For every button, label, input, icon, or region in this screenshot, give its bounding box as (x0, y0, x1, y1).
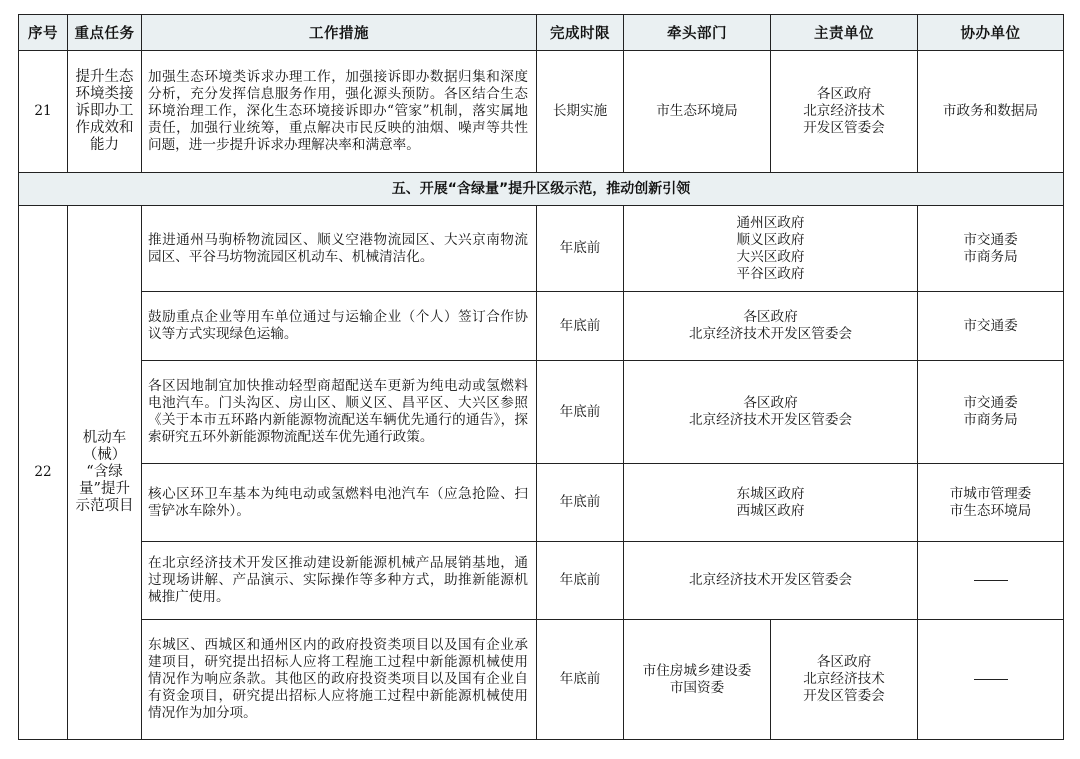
unit-line: 北京经济技术开发区管委会 (688, 326, 853, 342)
responsible-line: 开发区管委会 (803, 688, 885, 704)
row22-task-line: 示范项目 (75, 498, 134, 514)
policy-table-container (18, 14, 1063, 740)
assist-line: 市商务局 (963, 248, 1018, 265)
responsible-line: 北京经济技术 (803, 671, 885, 687)
row21-responsible (771, 51, 918, 173)
row22-item1-units (624, 206, 918, 292)
header-row (19, 15, 1064, 51)
assist-line: 市城市管理委 (949, 485, 1032, 502)
table-row-22-item-4 (19, 464, 1064, 542)
table-row-22-item-3 (19, 361, 1064, 464)
row22-item5-deadline: 年底前 (537, 542, 624, 620)
lead-line: 市住房城乡建设委 (642, 662, 752, 679)
assist-line: 市交通委 (963, 231, 1018, 248)
header-responsible: 主责单位 (771, 15, 918, 51)
unit-line: 通州区政府 (736, 214, 805, 231)
row21-responsible-line: 各区政府 (816, 86, 872, 102)
table-row-22-item-6 (19, 620, 1064, 740)
row22-item4-units (624, 464, 918, 542)
row22-task (68, 206, 142, 740)
row22-item1-measure: 推进通州马驹桥物流园区、顺义空港物流园区、大兴京南物流园区、平谷马坊物流园区机动车、机械清洁化。 (142, 206, 537, 292)
unit-line: 东城区政府 (736, 485, 805, 502)
row22-task-line: 机动车 (82, 430, 127, 446)
section-row-5 (19, 173, 1064, 206)
unit-line: 各区政府 (743, 395, 798, 411)
unit-line: 西城区政府 (736, 502, 805, 519)
header-measure: 工作措施 (142, 15, 537, 51)
table-row-22-item-5 (19, 542, 1064, 620)
assist-line: 市商务局 (963, 412, 1018, 428)
row22-item6-assist (918, 620, 1064, 740)
responsible-line: 各区政府 (816, 654, 872, 670)
empty-dash (974, 580, 1008, 581)
row21-responsible-line: 开发区管委会 (803, 120, 885, 136)
assist-line: 市交通委 (963, 395, 1018, 411)
unit-line: 北京经济技术开发区管委会 (688, 412, 853, 428)
unit-line: 大兴区政府 (736, 248, 805, 265)
table-row-21 (19, 51, 1064, 173)
row22-item2-units (624, 292, 918, 361)
row22-item2-deadline: 年底前 (537, 292, 624, 361)
row21-deadline: 长期实施 (537, 51, 624, 173)
row22-item1-deadline: 年底前 (537, 206, 624, 292)
unit-line: 各区政府 (743, 309, 798, 325)
assist-line: 市生态环境局 (949, 502, 1032, 519)
row22-item6-measure: 东城区、西城区和通州区内的政府投资类项目以及国有企业承建项目，研究提出招标人应将工程施工过程中新能源机械使用情况作为响应条款。其他区的政府投资类项目以及国有企业自有资金项目，研究提出招标人应将施工过程中新能源机械使用情况作为加分项。 (142, 620, 537, 740)
row21-lead: 市生态环境局 (624, 51, 771, 173)
row21-seq: 21 (19, 51, 68, 173)
header-seq: 序号 (19, 15, 68, 51)
row21-task: 提升生态环境类接诉即办工作成效和能力 (68, 51, 142, 173)
row22-item5-units: 北京经济技术开发区管委会 (624, 542, 918, 620)
row22-task-line: 量”提升 (79, 481, 130, 497)
row22-item6-lead (624, 620, 771, 740)
table-row-22-item-2 (19, 292, 1064, 361)
table-row-22-item-1 (19, 206, 1064, 292)
unit-line: 平谷区政府 (736, 265, 805, 282)
empty-dash (974, 679, 1008, 680)
row22-item3-units (624, 361, 918, 464)
row22-item3-assist (918, 361, 1064, 464)
row22-seq: 22 (19, 206, 68, 740)
section-title: 五、开展“含绿量”提升区级示范，推动创新引领 (19, 173, 1064, 206)
row21-assist: 市政务和数据局 (918, 51, 1064, 173)
policy-table (18, 14, 1064, 740)
row22-item4-assist (918, 464, 1064, 542)
row22-item4-deadline: 年底前 (537, 464, 624, 542)
header-lead: 牵头部门 (624, 15, 771, 51)
row22-item2-assist: 市交通委 (918, 292, 1064, 361)
row22-task-line: “含绿 (86, 464, 123, 480)
row22-item2-measure: 鼓励重点企业等用车单位通过与运输企业（个人）签订合作协议等方式实现绿色运输。 (142, 292, 537, 361)
row22-item6-responsible (771, 620, 918, 740)
row22-item1-assist (918, 206, 1064, 292)
row21-measure: 加强生态环境类诉求办理工作，加强接诉即办数据归集和深度分析，充分发挥信息服务作用，强化源头预防。各区结合生态环境治理工作，深化生态环境接诉即办“管家”机制，落实属地责任，加强行业统筹，重点解决市民反映的油烟、噪声等共性问题，进一步提升诉求办理解决率和满意率。 (142, 51, 537, 173)
row22-item4-measure: 核心区环卫车基本为纯电动或氢燃料电池汽车（应急抢险、扫雪铲冰车除外）。 (142, 464, 537, 542)
row22-item6-deadline: 年底前 (537, 620, 624, 740)
row22-item3-measure: 各区因地制宜加快推动轻型商超配送车更新为纯电动或氢燃料电池汽车。门头沟区、房山区、顺义区、昌平区、大兴区参照《关于本市五环路内新能源物流配送车辆优先通行的通告》，探索研究五环外新能源物流配送车优先通行政策。 (142, 361, 537, 464)
header-assist: 协办单位 (918, 15, 1064, 51)
unit-line: 顺义区政府 (736, 231, 805, 248)
row21-responsible-line: 北京经济技术 (803, 103, 885, 119)
row22-item5-measure: 在北京经济技术开发区推动建设新能源机械产品展销基地，通过现场讲解、产品演示、实际操作等多种方式，助推新能源机械推广使用。 (142, 542, 537, 620)
lead-line: 市国资委 (669, 679, 725, 696)
header-deadline: 完成时限 (537, 15, 624, 51)
row22-item3-deadline: 年底前 (537, 361, 624, 464)
row22-item5-assist (918, 542, 1064, 620)
row22-task-line: （械） (82, 447, 127, 463)
header-task: 重点任务 (68, 15, 142, 51)
